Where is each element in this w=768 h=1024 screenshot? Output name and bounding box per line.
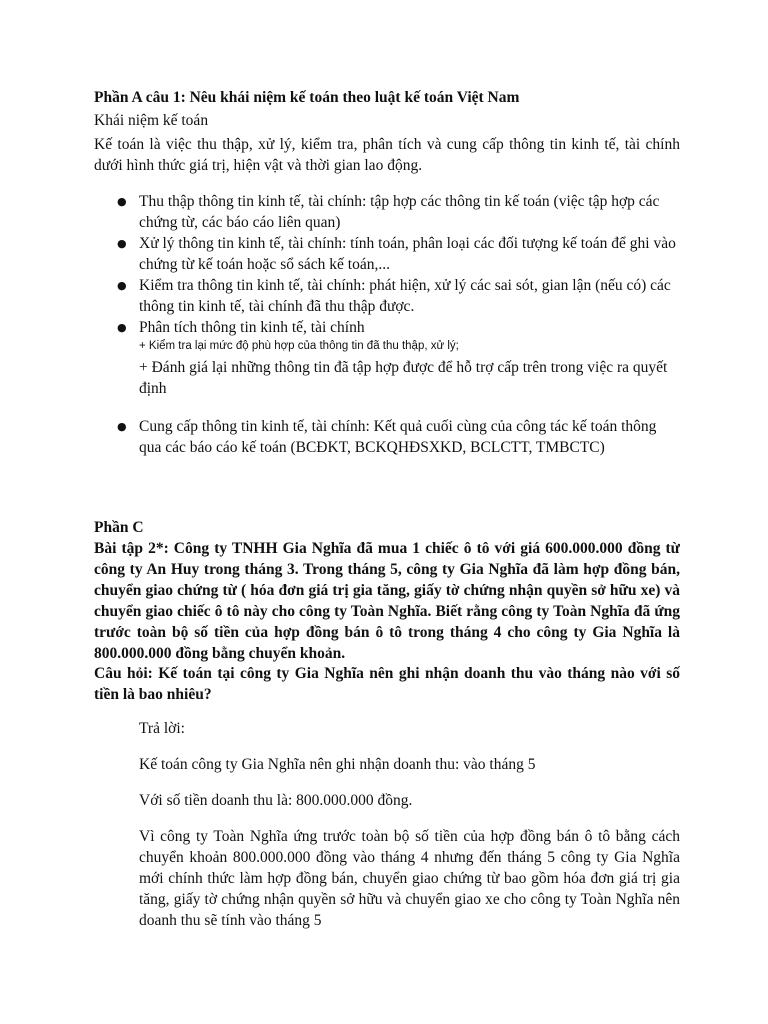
analysis-sub-point: + Kiểm tra lại mức độ phù hợp của thông tin đã thu thập, xử lý; (139, 340, 459, 352)
answer-label: Trả lời: (139, 720, 185, 737)
bullet-icon: ● (117, 420, 127, 433)
list-item (117, 275, 681, 317)
accounting-steps-list (117, 191, 681, 458)
list-item-text: Phân tích thông tin kinh tế, tài chính (139, 319, 365, 336)
answer-revenue-amount: Với số tiền doanh thu là: 800.000.000 đồng. (139, 792, 413, 809)
list-item-text: Cung cấp thông tin kinh tế, tài chính: Kết quả cuối cùng của công tác kế toán thông qua các báo cáo kế toán (BCĐKT, BCKQHĐSXKD, BCLCTT, TMBCTC) (139, 418, 657, 456)
exercise-text: Bài tập 2*: Công ty TNHH Gia Nghĩa đã mua 1 chiếc ô tô với giá 600.000.000 đồng từ công ty An Huy trong tháng 3. Trong tháng 5, công ty Gia Nghĩa đã làm hợp đồng bán, chuyển giao chứng từ ( hóa đơn giá trị gia tăng, giấy tờ chứng nhận quyền sở hữu xe) và chuyển giao chiếc ô tô này cho công ty Toàn Nghĩa. Biết rằng công ty Toàn Nghĩa đã ứng trước toàn bộ số tiền của hợp đồng bán ô tô trong tháng 4 cho công ty Gia Nghĩa là 800.000.000 đồng bằng chuyển khoản. (94, 540, 680, 662)
list-item (117, 191, 681, 233)
list-item (117, 317, 681, 399)
answer-explanation: Vì công ty Toàn Nghĩa ứng trước toàn bộ số tiền của hợp đồng bán ô tô bằng cách chuyển khoản 800.000.000 đồng vào tháng 4 nhưng đến tháng 5 công ty Gia Nghĩa mới chính thức làm hợp đồng bán, chuyển giao chứng từ bao gồm hóa đơn giá trị gia tăng, giấy tờ chứng nhận quyền sở hữu và chuyển giao xe cho công ty Toàn Nghĩa nên doanh thu sẽ tính vào tháng 5 (139, 828, 680, 929)
part-a-heading: Phần A câu 1: Nêu khái niệm kế toán theo luật kế toán Việt Nam (94, 89, 520, 106)
bullet-icon: ● (117, 195, 127, 208)
part-a-subheading: Khái niệm kế toán (94, 112, 209, 129)
question-text: Câu hỏi: Kế toán tại công ty Gia Nghĩa nên ghi nhận doanh thu vào tháng nào với số tiền là bao nhiêu? (94, 665, 680, 703)
bullet-icon: ● (117, 237, 127, 250)
analysis-sub-point: + Đánh giá lại những thông tin đã tập hợp được để hỗ trợ cấp trên trong việc ra quyết định (139, 359, 668, 397)
bullet-icon: ● (117, 321, 127, 334)
bullet-icon: ● (117, 279, 127, 292)
list-item (117, 233, 681, 275)
answer-revenue-month: Kế toán công ty Gia Nghĩa nên ghi nhận doanh thu: vào tháng 5 (139, 756, 536, 773)
list-item-text: Kiểm tra thông tin kinh tế, tài chính: phát hiện, xử lý các sai sót, gian lận (nếu có) các thông tin kinh tế, tài chính đã thu thập được. (139, 277, 671, 315)
list-item-text: Thu thập thông tin kinh tế, tài chính: tập hợp các thông tin kế toán (việc tập hợp các chứng từ, các báo cáo liên quan) (139, 193, 660, 231)
part-c-heading: Phần C (94, 519, 144, 536)
accounting-definition: Kế toán là việc thu thập, xử lý, kiểm tra, phân tích và cung cấp thông tin kinh tế, tài chính dưới hình thức giá trị, hiện vật và thời gian lao động. (94, 136, 680, 174)
list-item (117, 416, 681, 458)
list-item-text: Xử lý thông tin kinh tế, tài chính: tính toán, phân loại các đối tượng kế toán để ghi vào chứng từ kế toán hoặc sổ sách kế toán,... (139, 235, 676, 273)
